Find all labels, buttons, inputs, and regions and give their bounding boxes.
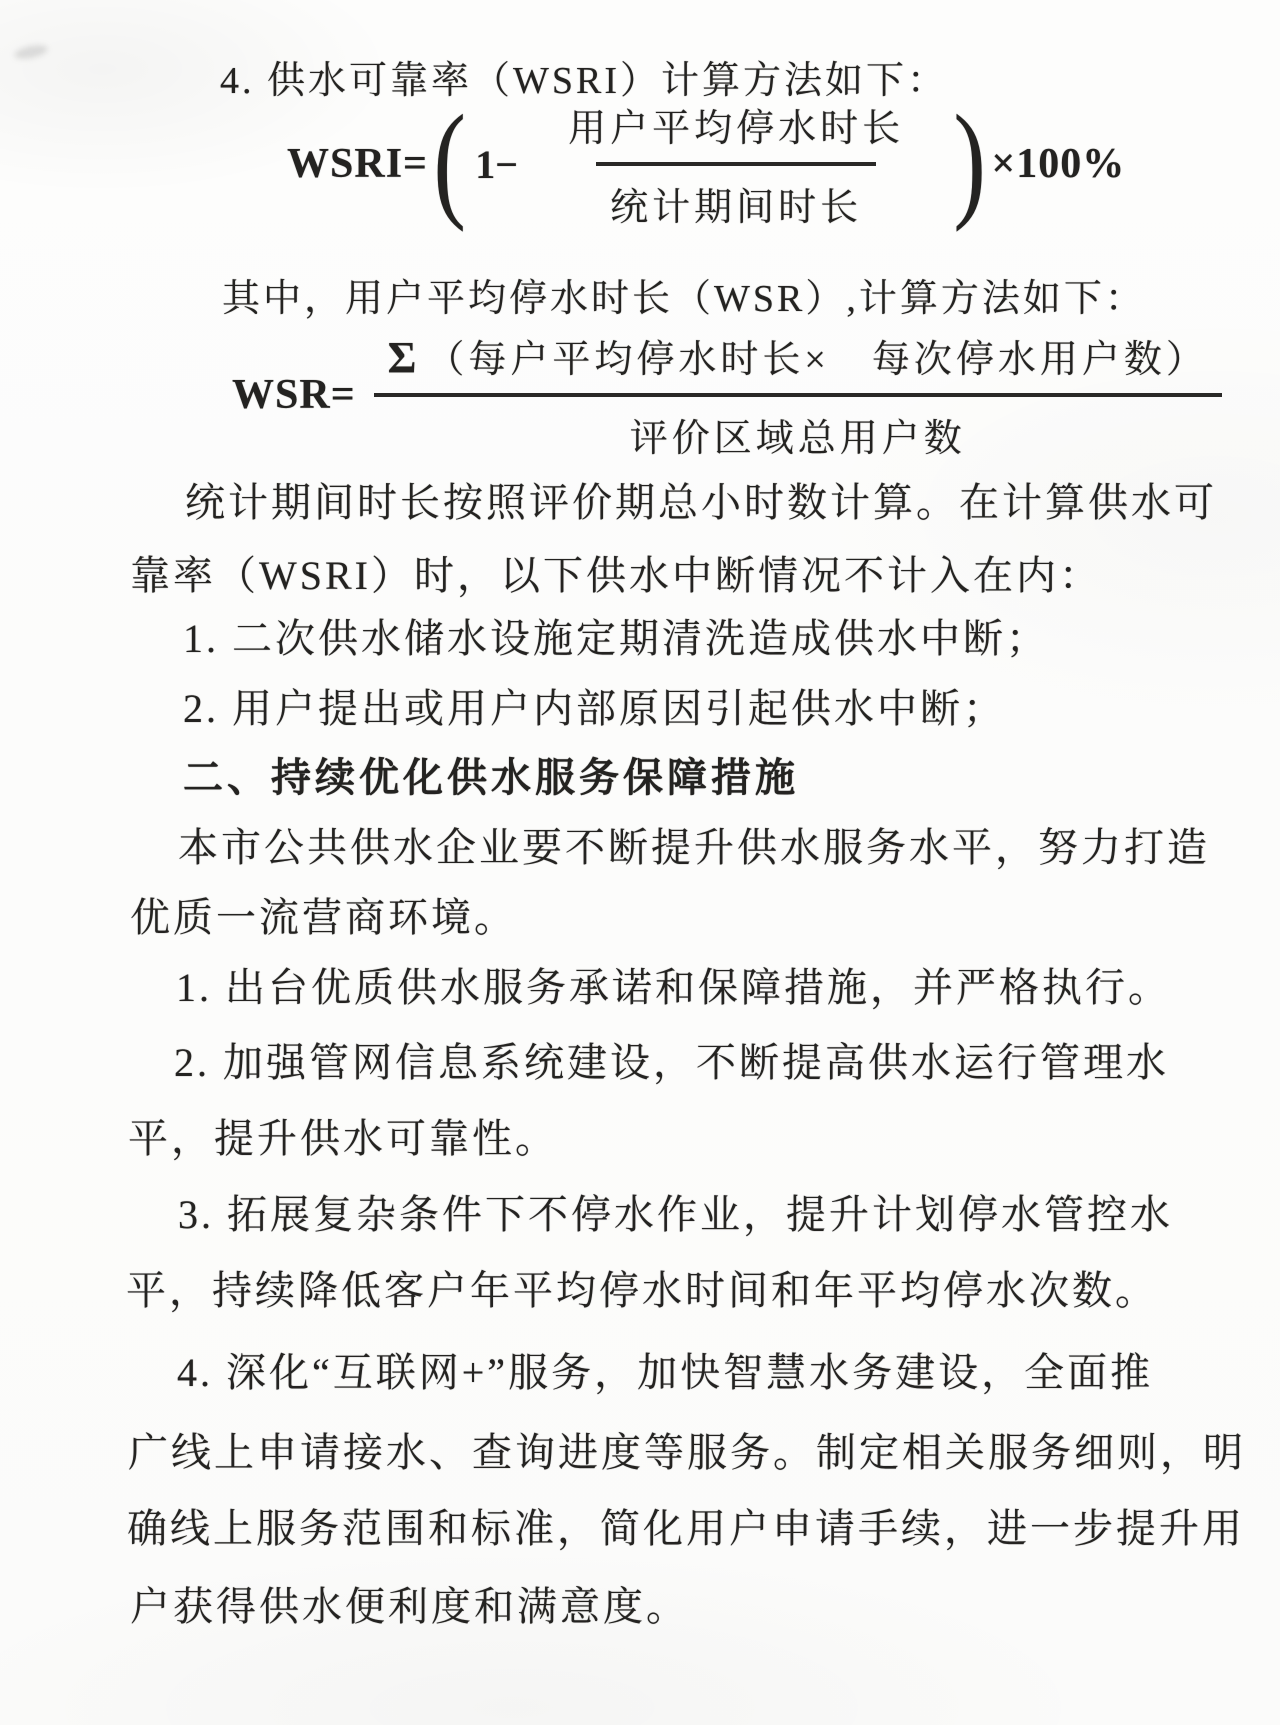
paragraph-line: 本市公共供水企业要不断提升供水服务水平，努力打造 (178, 825, 1210, 870)
list-item-line: 4. 深化“互联网+”服务，加快智慧水务建设，全面推 (177, 1350, 1154, 1395)
wsri-formula-lhs: WSRI= (287, 141, 428, 187)
close-paren: ) (953, 89, 986, 233)
paragraph-line: 平，提升供水可靠性。 (128, 1116, 558, 1161)
paragraph-line: 户获得供水便利度和满意度。 (130, 1584, 689, 1629)
open-paren: ( (433, 89, 466, 233)
wsri-multiplier: ×100% (991, 141, 1126, 187)
list-item-line: 1. 二次供水储水设施定期清洗造成供水中断； (183, 616, 1049, 661)
paragraph-line: 统计期间时长按照评价期总小时数计算。在计算供水可 (185, 480, 1217, 525)
one-minus-term: 1− (475, 141, 519, 187)
wsri-fraction-numerator: 用户平均停水时长 (568, 108, 905, 150)
list-item-line: 2. 用户提出或用户内部原因引起供水中断； (183, 686, 1006, 731)
wsr-intro-line: 其中，用户平均停水时长（WSR）,计算方法如下： (222, 278, 1146, 320)
wsr-fraction-numerator (374, 328, 1222, 393)
paragraph-line: 优质一流营商环境。 (130, 895, 517, 940)
wsr-numerator-text: （每户平均停水时长× 每次停水用户数） (426, 339, 1208, 381)
wsr-fraction-denominator: 评价区域总用户数 (374, 393, 1222, 462)
wsri-formula (287, 89, 1126, 233)
paragraph-line: 靠率（WSRI）时，以下供水中断情况不计入在内： (130, 553, 1102, 598)
list-item-line: 2. 加强管网信息系统建设，不断提高供水运行管理水 (174, 1040, 1169, 1085)
wsri-fraction-denominator: 统计期间时长 (596, 162, 876, 231)
wsr-formula (232, 333, 1222, 460)
paragraph-line: 平，持续降低客户年平均停水时间和年平均停水次数。 (126, 1268, 1158, 1313)
section4-heading: 4. 供水可靠率（WSRI）计算方法如下： (220, 60, 949, 102)
list-item-line: 1. 出台优质供水服务承诺和保障措施，并严格执行。 (176, 965, 1171, 1010)
wsr-fraction (374, 328, 1222, 462)
paragraph-line: 广线上申请接水、查询进度等服务。制定相关服务细则，明 (128, 1430, 1246, 1475)
section2-heading: 二、持续优化供水服务保障措施 (183, 755, 799, 800)
list-item-line: 3. 拓展复杂条件下不停水作业，提升计划停水管控水 (178, 1192, 1173, 1237)
wsr-formula-lhs: WSR= (232, 372, 356, 418)
wsri-fraction (554, 97, 918, 231)
sigma-symbol: Σ (387, 333, 421, 382)
scan-smudge (13, 43, 49, 62)
paragraph-line: 确线上服务范围和标准，简化用户申请手续，进一步提升用 (127, 1506, 1245, 1551)
